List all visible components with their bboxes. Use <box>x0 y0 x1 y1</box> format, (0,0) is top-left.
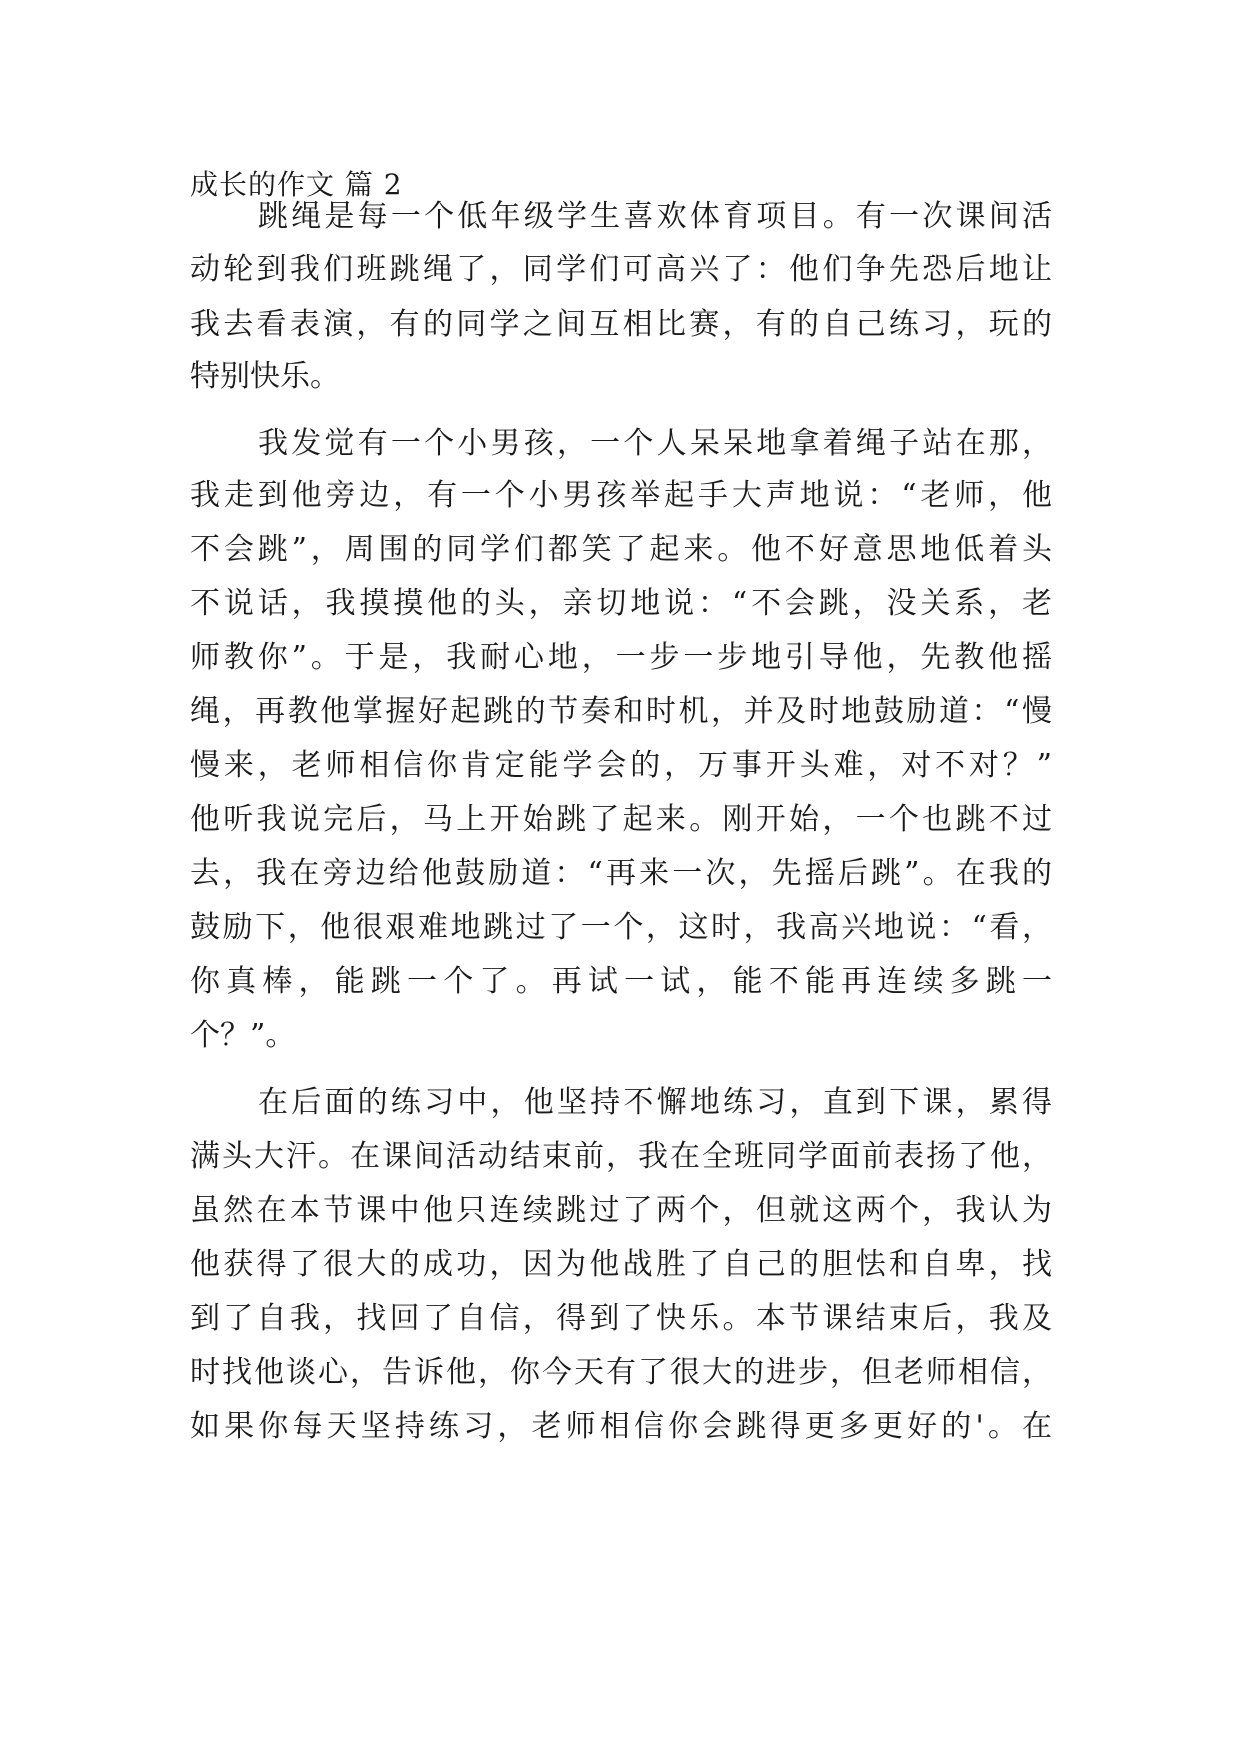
paragraph-2-line-6: 绳，再教他掌握好起跳的节奏和时机，并及时地鼓励道：“慢 <box>190 694 1052 729</box>
paragraph-2-line-10: 鼓励下，他很艰难地跳过了一个，这时，我高兴地说：“看， <box>190 910 1052 945</box>
paragraph-2-line-8: 他听我说完后，马上开始跳了起来。刚开始，一个也跳不过 <box>190 802 1052 837</box>
paragraph-2-line-5: 师教你”。于是，我耐心地，一步一步地引导他，先教他摇 <box>190 640 1052 675</box>
paragraph-1-line-4: 特别快乐。 <box>190 359 340 394</box>
paragraph-2-line-3: 不会跳”，周围的同学们都笑了起来。他不好意思地低着头 <box>190 532 1052 567</box>
paragraph-2-line-9: 去，我在旁边给他鼓励道：“再来一次，先摇后跳”。在我的 <box>190 856 1052 891</box>
paragraph-1-line-1: 跳绳是每一个低年级学生喜欢体育项目。有一次课间活 <box>258 199 1052 234</box>
paragraph-3-line-3: 虽然在本节课中他只连续跳过了两个，但就这两个，我认为 <box>190 1193 1052 1228</box>
paragraph-2-line-7: 慢来，老师相信你肯定能学会的，万事开头难，对不对？” <box>190 748 1052 783</box>
paragraph-3-line-5: 到了自我，找回了自信，得到了快乐。本节课结束后，我及 <box>190 1301 1052 1336</box>
paragraph-3-line-1: 在后面的练习中，他坚持不懈地练习，直到下课，累得 <box>258 1085 1052 1120</box>
paragraph-3-line-2: 满头大汗。在课间活动结束前，我在全班同学面前表扬了他， <box>190 1139 1052 1174</box>
paragraph-2-line-1: 我发觉有一个小男孩，一个人呆呆地拿着绳子站在那， <box>258 426 1052 461</box>
paragraph-1-line-3: 我去看表演，有的同学之间互相比赛，有的自己练习，玩的 <box>190 307 1052 342</box>
paragraph-3-line-7: 如果你每天坚持练习，老师相信你会跳得更多更好的'。在 <box>190 1409 1052 1444</box>
paragraph-3-line-6: 时找他谈心，告诉他，你今天有了很大的进步，但老师相信， <box>190 1355 1052 1390</box>
paragraph-2-line-11: 你真棒，能跳一个了。再试一试，能不能再连续多跳一 <box>190 964 1052 999</box>
paragraph-2-line-2: 我走到他旁边，有一个小男孩举起手大声地说：“老师，他 <box>190 478 1052 513</box>
paragraph-2-line-4: 不说话，我摸摸他的头，亲切地说：“不会跳，没关系，老 <box>190 586 1052 621</box>
paragraph-1-line-2: 动轮到我们班跳绳了，同学们可高兴了：他们争先恐后地让 <box>190 252 1052 287</box>
paragraph-3-line-4: 他获得了很大的成功，因为他战胜了自己的胆怯和自卑，找 <box>190 1247 1052 1282</box>
document-title: 成长的作文 篇 2 <box>190 168 403 201</box>
paragraph-2-line-12: 个？”。 <box>190 1018 296 1053</box>
